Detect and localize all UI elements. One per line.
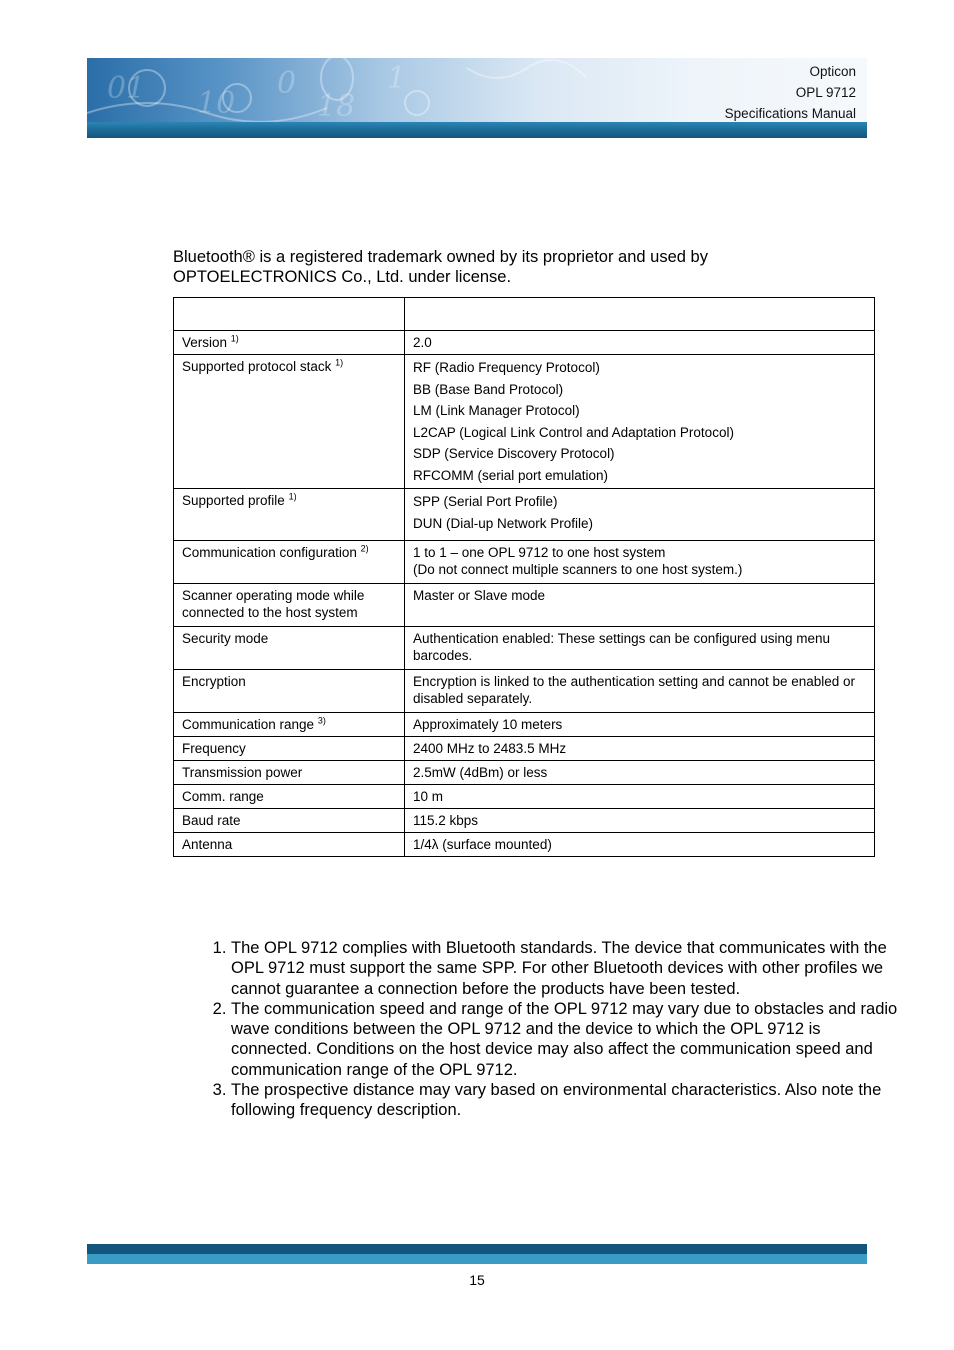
row-value: Approximately 10 meters [405, 713, 875, 737]
header-banner [87, 58, 867, 138]
header-company: Opticon [809, 64, 856, 79]
table-row [174, 331, 875, 355]
list-item: 1. The OPL 9712 complies with Bluetooth standards. The device that communicates with the OPL 9712 must support the same SPP. For other Bluetooth devices with other profiles we cannot guarantee a connection before the products have been tested. [231, 938, 901, 999]
binary-pattern-graphic [87, 58, 607, 122]
table-row [174, 713, 875, 737]
footnote-ref: 1) [335, 357, 344, 368]
row-label: Encryption [174, 670, 405, 713]
table-row [174, 541, 875, 584]
row-label: Version $^{1)}$ [174, 331, 405, 355]
bluetooth-spec-table [173, 297, 875, 857]
row-value: 1 to 1 – one OPL 9712 to one host system (Do not connect multiple scanners to one host system.) [405, 541, 875, 584]
row-value: 2.0 [405, 331, 875, 355]
row-label: Frequency [174, 737, 405, 761]
svg-text:01: 01 [107, 71, 146, 106]
row-label: Scanner operating mode while connected to the host system [174, 584, 405, 627]
table-row [174, 809, 875, 833]
row-label: Transmission power [174, 761, 405, 785]
row-label: Baud rate [174, 809, 405, 833]
row-value: 2400 MHz to 2483.5 MHz [405, 737, 875, 761]
table-row [174, 355, 875, 489]
svg-text:1: 1 [387, 61, 407, 96]
table-row [174, 833, 875, 857]
row-label: Comm. range [174, 785, 405, 809]
footnotes-list [200, 938, 901, 1121]
header-stripe [87, 122, 867, 138]
table-header-cell [405, 298, 875, 331]
row-value: RF (Radio Frequency Protocol) BB (Base Band Protocol) LM (Link Manager Protocol) L2CAP (Logical Link Control and Adaptation Protocol) SDP (Service Discovery Protocol) RFCOMM (serial port emulation) [405, 355, 875, 489]
table-header-cell [174, 298, 405, 331]
row-label: Supported protocol stack $^{1)}$ [174, 355, 405, 489]
table-row [174, 670, 875, 713]
table-row [174, 584, 875, 627]
table-row [174, 785, 875, 809]
row-label: Communication range $^{3)}$ [174, 713, 405, 737]
header-document-title: Specifications Manual [724, 106, 856, 121]
footer-stripe [87, 1244, 867, 1264]
footnote-ref: 1) [230, 333, 239, 344]
list-item: 3. The prospective distance may vary based on environmental characteristics. Also note the following frequency description. [231, 1080, 901, 1121]
page-number: 15 [469, 1272, 485, 1288]
list-item: 2. The communication speed and range of the OPL 9712 may vary due to obstacles and radio wave conditions between the OPL 9712 and the device to which the OPL 9712 is connected. Conditions on the host device may also affect the communication speed and communication range of the OPL 9712. [231, 999, 901, 1080]
footnote-ref: 2) [360, 543, 369, 554]
row-label: Supported profile $^{1)}$ [174, 489, 405, 541]
footnote-ref: 1) [288, 491, 297, 502]
row-label: Antenna [174, 833, 405, 857]
row-label: Security mode [174, 627, 405, 670]
header-product: OPL 9712 [795, 85, 856, 100]
row-value: 115.2 kbps [405, 809, 875, 833]
svg-text:18: 18 [317, 89, 356, 122]
row-value: 2.5mW (4dBm) or less [405, 761, 875, 785]
trademark-notice: Bluetooth® is a registered trademark owned by its proprietor and used by OPTOELECTRONICS Co., Ltd. under license. [173, 248, 708, 286]
header-text-block [725, 61, 856, 124]
table-row [174, 627, 875, 670]
table-row [174, 737, 875, 761]
row-value: SPP (Serial Port Profile) DUN (Dial-up Network Profile) [405, 489, 875, 541]
svg-text:0: 0 [277, 66, 297, 101]
svg-text:10: 10 [197, 86, 236, 121]
table-header-row [174, 298, 875, 331]
row-value: Master or Slave mode [405, 584, 875, 627]
footnote-ref: 3) [317, 715, 326, 726]
table-row [174, 489, 875, 541]
row-value: 10 m [405, 785, 875, 809]
row-value: Encryption is linked to the authentication setting and cannot be enabled or disabled separately. [405, 670, 875, 713]
row-label: Communication configuration $^{2)}$ [174, 541, 405, 584]
row-value: Authentication enabled: These settings can be configured using menu barcodes. [405, 627, 875, 670]
table-row [174, 761, 875, 785]
row-value: 1/4λ (surface mounted) [405, 833, 875, 857]
